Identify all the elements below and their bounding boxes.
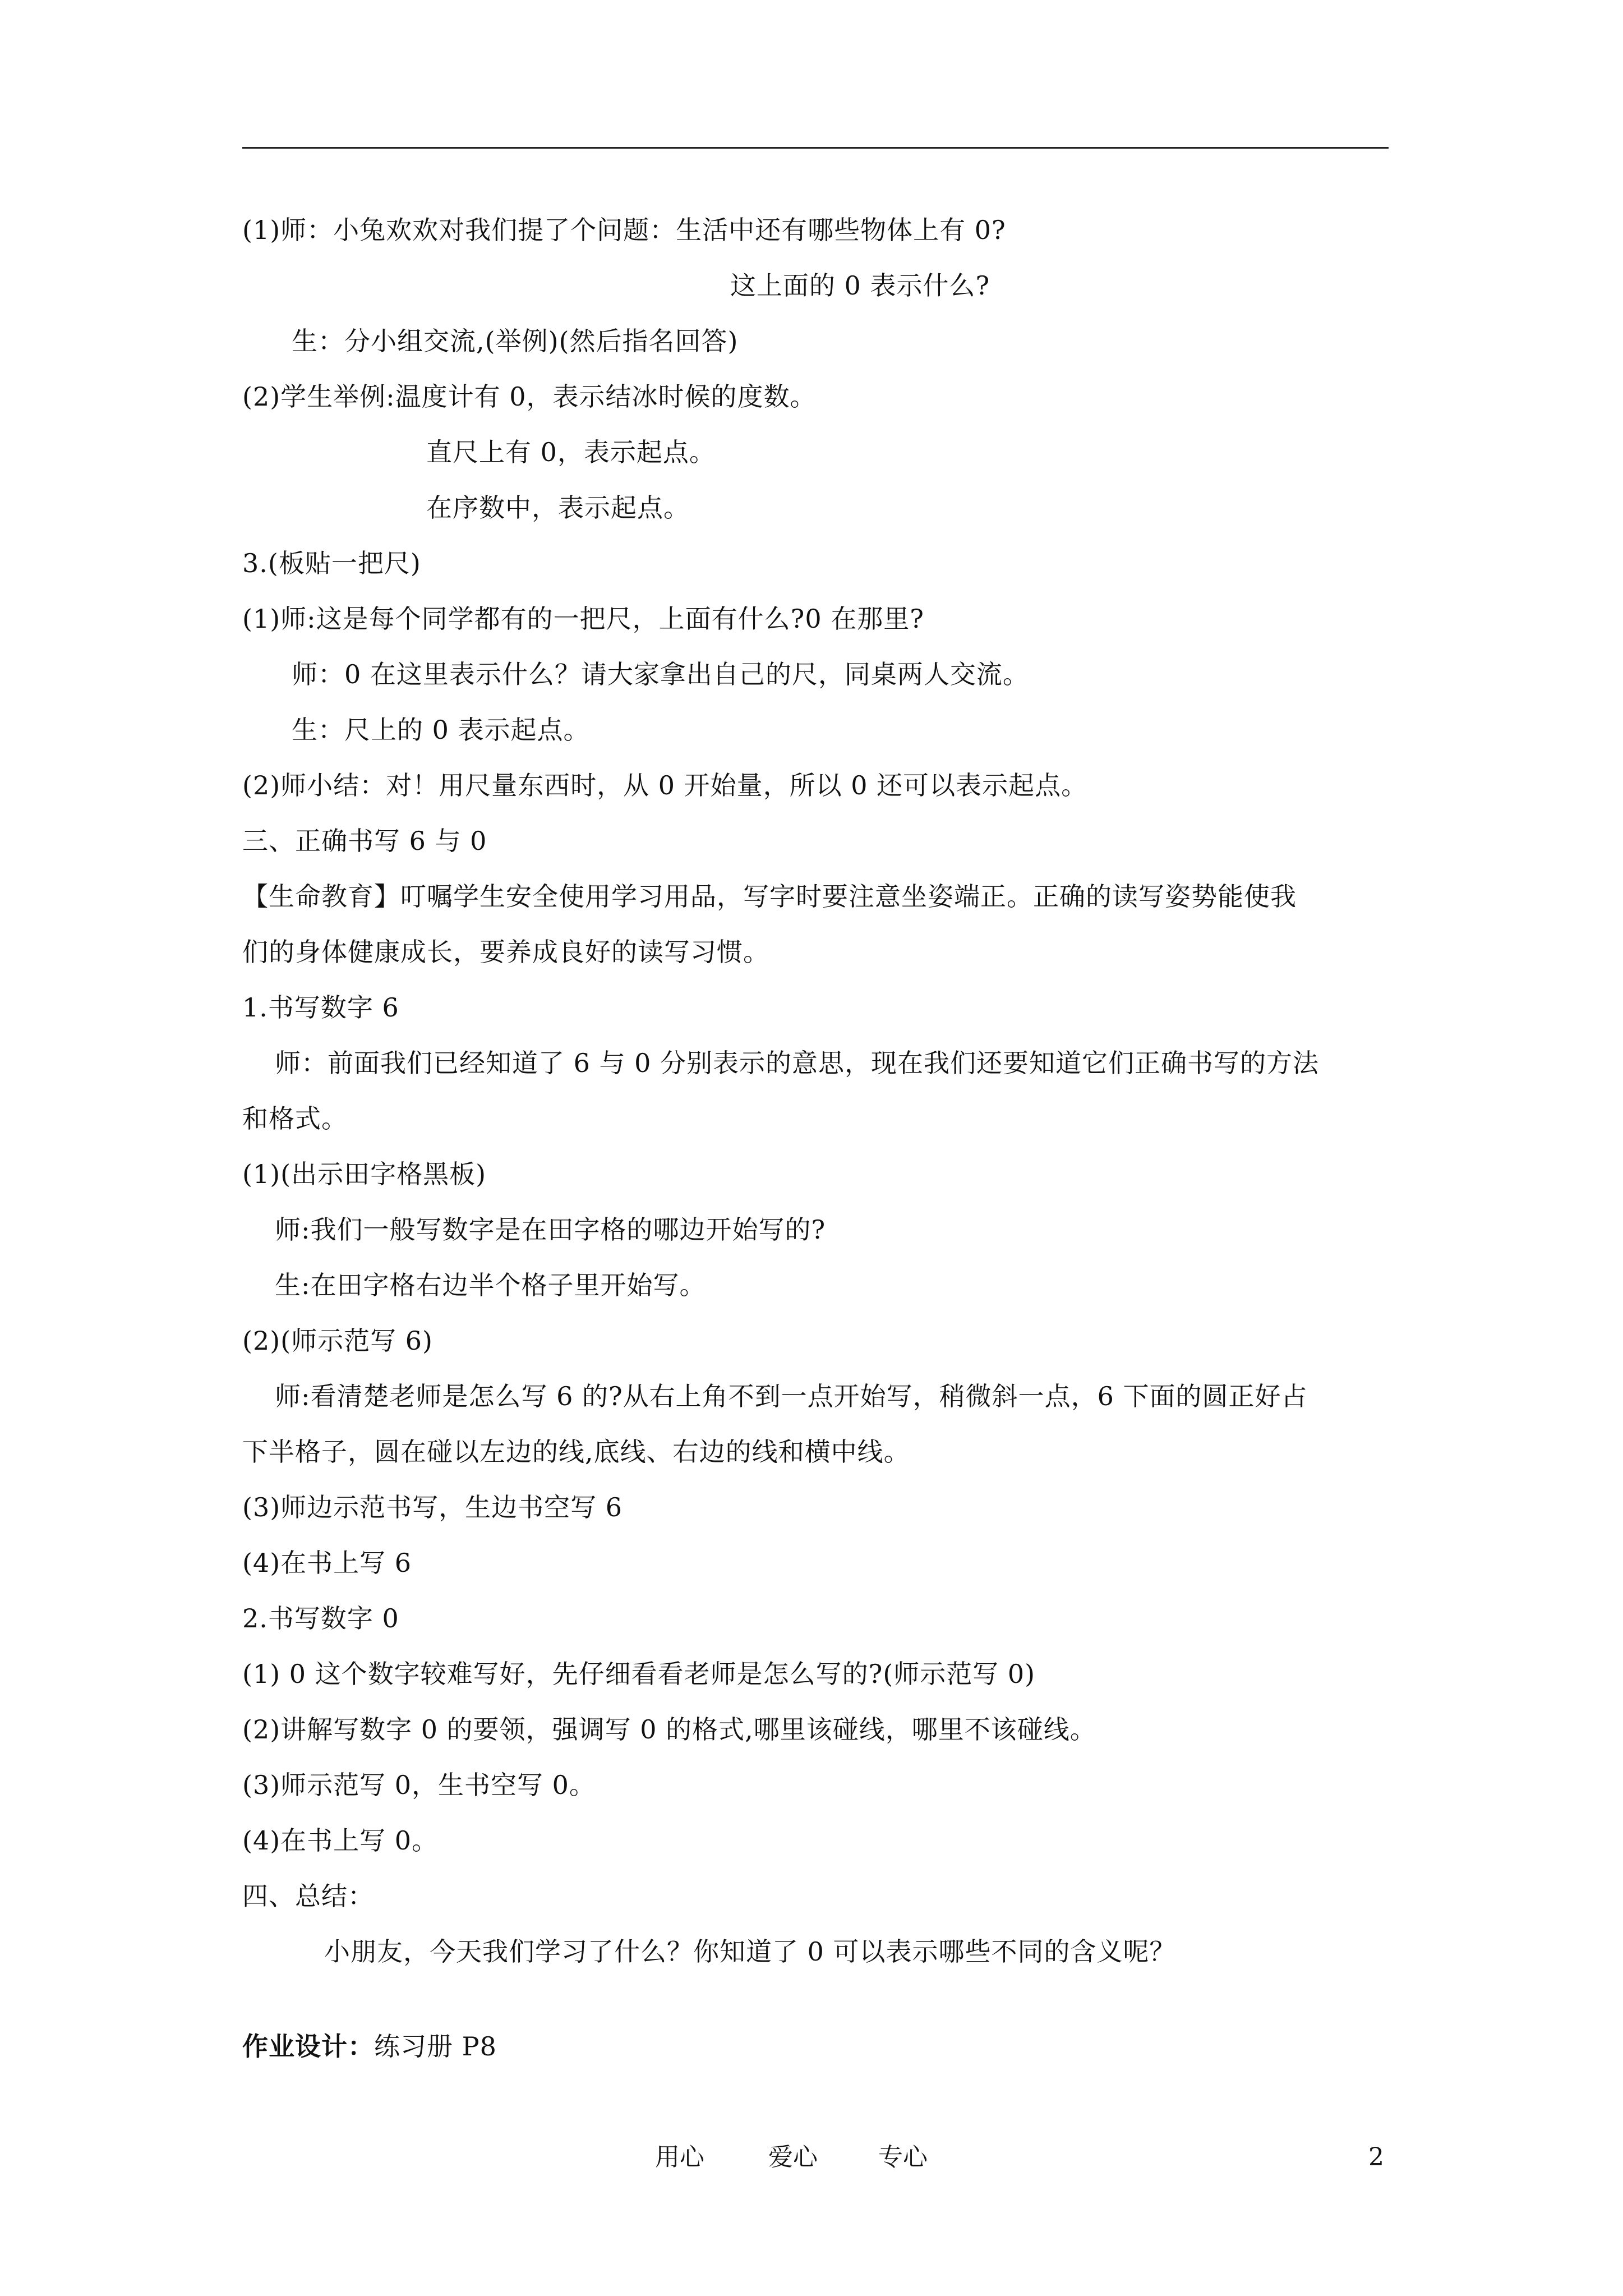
header-rule: [242, 147, 1389, 149]
text-line: (1)(出示田字格黑板): [242, 1159, 487, 1189]
text-line: 小朋友，今天我们学习了什么？你知道了 0 可以表示哪些不同的含义呢？: [324, 1936, 1176, 1967]
text-line: 生:在田字格右边半个格子里开始写。: [275, 1270, 706, 1300]
text-line: (1) 0 这个数字较难写好，先仔细看看老师是怎么写的?(师示范写 0): [242, 1659, 1036, 1689]
text-line: 生：分小组交流,(举例)(然后指名回答): [292, 326, 739, 356]
text-line: 师：前面我们已经知道了 6 与 0 分别表示的意思，现在我们还要知道它们正确书写的方法: [275, 1048, 1320, 1078]
page-number: 2: [1368, 2143, 1384, 2171]
text-line: 3.(板贴一把尺): [242, 548, 421, 578]
text-line: 2.书写数字 0: [242, 1603, 399, 1634]
text-line: (3)师示范写 0，生书空写 0。: [242, 1770, 596, 1800]
text-line: (1)师:这是每个同学都有的一把尺，上面有什么?0 在那里?: [242, 604, 924, 634]
text-line: (2)(师示范写 6): [242, 1326, 433, 1356]
text-line: 们的身体健康成长，要养成良好的读写习惯。: [242, 937, 769, 967]
text-line: 师:看清楚老师是怎么写 6 的?从右上角不到一点开始写，稍微斜一点，6 下面的圆正好占: [275, 1381, 1308, 1411]
homework-text: 练习册 P8: [374, 2031, 497, 2062]
text-line: 生：尺上的 0 表示起点。: [292, 715, 590, 745]
text-line: 1.书写数字 6: [242, 992, 399, 1023]
text-line: 这上面的 0 表示什么?: [730, 270, 990, 301]
text-line: 下半格子，圆在碰以左边的线,底线、右边的线和横中线。: [242, 1437, 910, 1467]
text-line: 和格式。: [242, 1103, 348, 1134]
text-line: 在序数中，表示起点。: [426, 493, 690, 523]
homework-line: [242, 2030, 497, 2063]
section-heading: 四、总结：: [242, 1881, 374, 1911]
text-line: (2)学生举例:温度计有 0，表示结冰时候的度数。: [242, 381, 817, 412]
homework-label: 作业设计：: [242, 2031, 374, 2062]
text-line: (2)讲解写数字 0 的要领，强调写 0 的格式,哪里该碰线，哪里不该碰线。: [242, 1714, 1096, 1745]
footer-motto-2: 爱心: [768, 2143, 818, 2171]
text-line: 【生命教育】叮嘱学生安全使用学习用品，写字时要注意坐姿端正。正确的读写姿势能使我: [242, 881, 1297, 912]
text-line: (1)师：小兔欢欢对我们提了个问题：生活中还有哪些物体上有 0?: [242, 215, 1006, 245]
section-heading: 三、正确书写 6 与 0: [242, 826, 487, 856]
text-line: (2)师小结：对！用尺量东西时，从 0 开始量，所以 0 还可以表示起点。: [242, 770, 1088, 800]
text-line: (3)师边示范书写，生边书空写 6: [242, 1492, 623, 1522]
footer-motto-1: 用心: [655, 2143, 704, 2171]
text-line: (4)在书上写 0。: [242, 1825, 439, 1856]
text-line: 师:我们一般写数字是在田字格的哪边开始写的?: [275, 1214, 826, 1245]
text-line: 师：0 在这里表示什么？请大家拿出自己的尺，同桌两人交流。: [292, 659, 1029, 689]
footer-motto-3: 专心: [878, 2143, 928, 2171]
text-line: 直尺上有 0，表示起点。: [426, 437, 716, 467]
text-line: (4)在书上写 6: [242, 1548, 412, 1578]
